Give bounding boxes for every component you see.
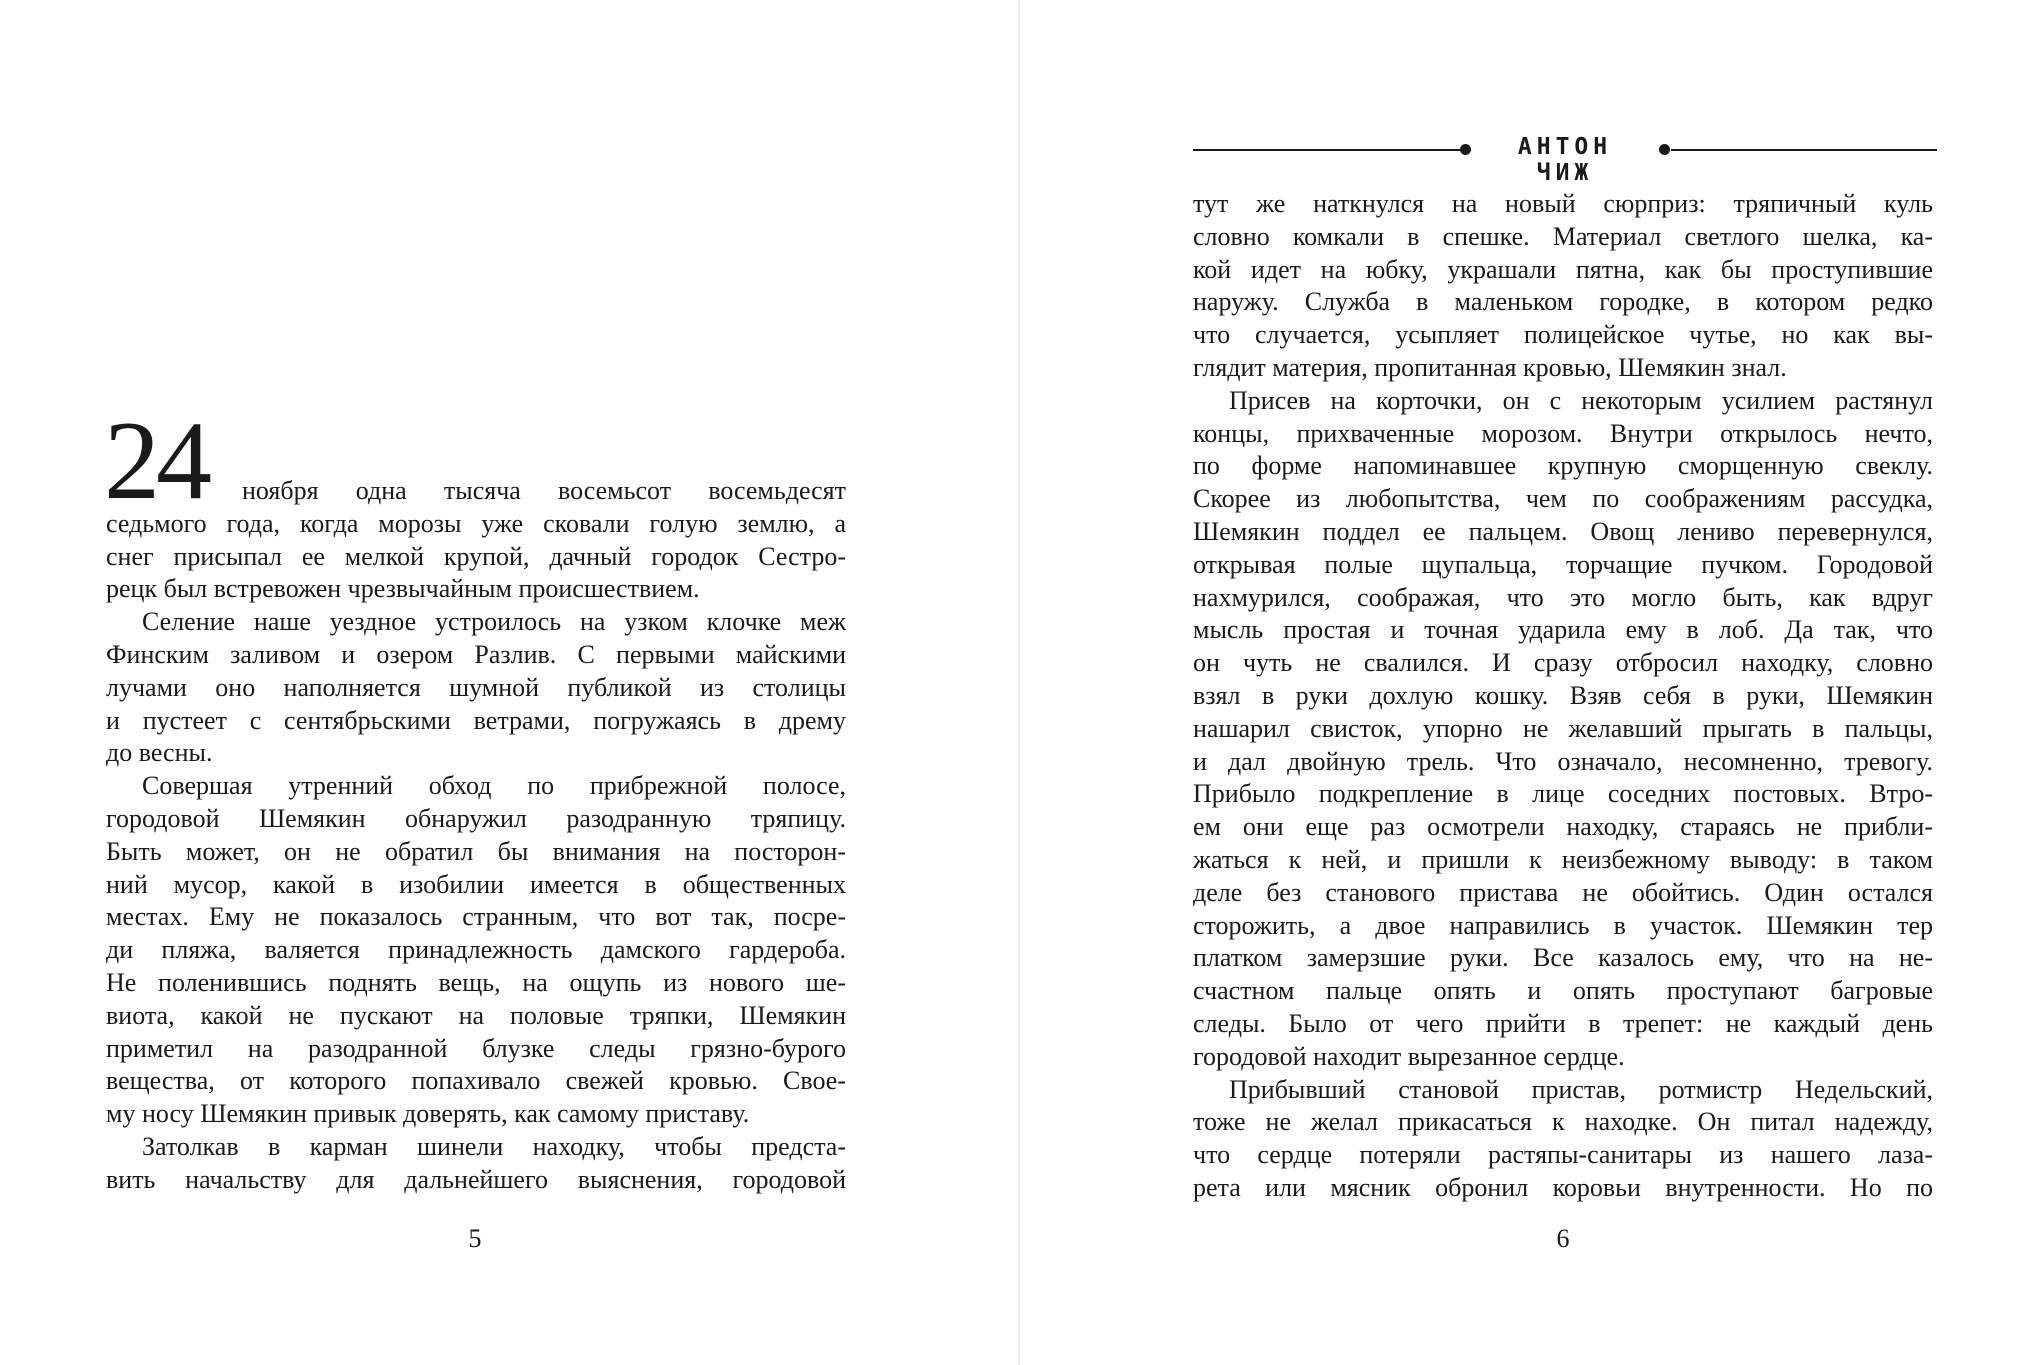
text-line: ди пляжа, валяется принадлежность дамского гардероба. bbox=[106, 935, 846, 965]
header-ornament-dot bbox=[1659, 144, 1670, 155]
text-line: что сердце потеряли растяпы-санитары из нашего лаза- bbox=[1193, 1140, 1933, 1170]
text-line: городовой находит вырезанное сердце. bbox=[1193, 1041, 1625, 1071]
text-line: ний мусор, какой в изобилии имеется в общественных bbox=[106, 869, 846, 899]
text-line: открывая полые щупальца, торчащие пучком. Городовой bbox=[1193, 549, 1933, 579]
text-line: Не поленившись поднять вещь, на ощупь из нового ше- bbox=[106, 967, 846, 997]
text-line: до весны. bbox=[106, 738, 213, 768]
right-page bbox=[1020, 0, 2037, 1365]
text-line: лучами оно наполняется шумной публикой из столицы bbox=[106, 672, 846, 702]
text-line: мысль простая и точная ударила ему в лоб. Да так, что bbox=[1193, 615, 1933, 645]
drop-cap-number: 24 bbox=[104, 399, 208, 523]
text-line: словно комкали в спешке. Материал светлого шелка, ка- bbox=[1193, 221, 1933, 251]
text-line: виота, какой не пускают на половые тряпки, Шемякин bbox=[106, 1000, 846, 1030]
left-page-text bbox=[104, 399, 846, 1197]
text-line: Шемякин поддел ее пальцем. Овощ лениво перевернулся, bbox=[1193, 516, 1933, 546]
text-line: счастном пальце опять и опять проступают багровые bbox=[1193, 976, 1933, 1006]
right-page-text bbox=[1193, 188, 1933, 1205]
text-line: по форме напоминавшее крупную сморщенную свеклу. bbox=[1193, 451, 1933, 481]
text-line: нахмурился, соображая, что это могло быть, как вдруг bbox=[1193, 582, 1933, 612]
left-page bbox=[0, 0, 1018, 1365]
text-line: наружу. Служба в маленьком городке, в котором редко bbox=[1193, 287, 1933, 317]
header-rule-right bbox=[1671, 149, 1937, 151]
text-line: тоже не желал прикасаться к находке. Он питал надежду, bbox=[1193, 1107, 1933, 1137]
text-line: нашарил свисток, упорно не желавший прыгать в пальцы, bbox=[1193, 713, 1933, 743]
text-line: рета или мясник обронил коровьи внутренности. Но по bbox=[1193, 1172, 1933, 1202]
text-line: следы. Было от чего прийти в трепет: не каждый день bbox=[1193, 1008, 1933, 1038]
page-number: 5 bbox=[468, 1224, 482, 1253]
text-line: платком замерзшие руки. Все казалось ему, что на не- bbox=[1193, 943, 1933, 973]
header-rule-left bbox=[1193, 149, 1465, 151]
author-name: АНТОН ЧИЖ bbox=[1517, 134, 1613, 186]
text-line: приметил на разодранной блузке следы грязно-бурого bbox=[106, 1033, 846, 1063]
text-line: Совершая утренний обход по прибрежной полосе, bbox=[142, 771, 846, 801]
text-line: сторожить, а двое направились в участок. Шемякин тер bbox=[1193, 910, 1933, 940]
text-line: глядит материя, пропитанная кровью, Шемякин знал. bbox=[1193, 352, 1787, 382]
text-line: городовой Шемякин обнаружил разодранную тряпицу. bbox=[106, 803, 846, 833]
text-line: му носу Шемякин привык доверять, как самому приставу. bbox=[106, 1099, 750, 1129]
text-line: Быть может, он не обратил бы внимания на посторон- bbox=[106, 836, 846, 866]
text-line: Финским заливом и озером Разлив. С первыми майскими bbox=[106, 639, 846, 669]
running-head bbox=[1193, 130, 1937, 186]
text-line: вить начальству для дальнейшего выяснения, городовой bbox=[106, 1164, 846, 1194]
text-line: Прибывший становой пристав, ротмистр Недельский, bbox=[1229, 1074, 1933, 1104]
text-line: и пустеет с сентябрьскими ветрами, погружаясь в дрему bbox=[106, 705, 846, 735]
text-line: Прибыло подкрепление в лице соседних постовых. Втро- bbox=[1193, 779, 1933, 809]
text-line: местах. Ему не показалось странным, что вот так, посре- bbox=[106, 902, 846, 932]
text-line: взял в руки дохлую кошку. Взяв себя в руки, Шемякин bbox=[1193, 680, 1933, 710]
text-line: вещества, от которого попахивало свежей кровью. Свое- bbox=[106, 1066, 846, 1096]
text-line: жаться к ней, и пришли к неизбежному выводу: в таком bbox=[1193, 844, 1933, 874]
text-line: рецк был встревожен чрезвычайным происшествием. bbox=[106, 574, 700, 604]
text-line: тут же наткнулся на новый сюрприз: тряпичный куль bbox=[1193, 189, 1933, 218]
text-line: седьмого года, когда морозы уже сковали голую землю, а bbox=[106, 508, 846, 538]
text-line: он чуть не свалился. И сразу отбросил находку, словно bbox=[1193, 648, 1933, 678]
text-line: Присев на корточки, он с некоторым усилием растянул bbox=[1229, 385, 1933, 415]
text-line: ем они еще раз осмотрели находку, стараясь не прибли- bbox=[1193, 812, 1933, 842]
text-line: и дал двойную трель. Что означало, несомненно, тревогу. bbox=[1193, 746, 1933, 776]
page-number: 6 bbox=[1556, 1224, 1570, 1253]
text-line: концы, прихваченные морозом. Внутри открылось нечто, bbox=[1193, 418, 1933, 448]
header-ornament-dot bbox=[1460, 144, 1471, 155]
text-line: ноября одна тысяча восемьсот восемьдесят bbox=[242, 476, 846, 505]
text-line: что случается, усыпляет полицейское чутье, но как вы- bbox=[1193, 320, 1933, 350]
text-line: Затолкав в карман шинели находку, чтобы предста- bbox=[142, 1131, 846, 1161]
text-line: снег присыпал ее мелкой крупой, дачный городок Сестро- bbox=[106, 541, 846, 571]
text-line: Скорее из любопытства, чем по соображениям рассудка, bbox=[1193, 484, 1933, 514]
text-line: Селение наше уездное устроилось на узком клочке меж bbox=[142, 607, 846, 637]
text-line: кой идет на юбку, украшали пятна, как бы проступившие bbox=[1193, 254, 1933, 284]
text-line: деле без станового пристава не обойтись. Один остался bbox=[1193, 877, 1933, 907]
